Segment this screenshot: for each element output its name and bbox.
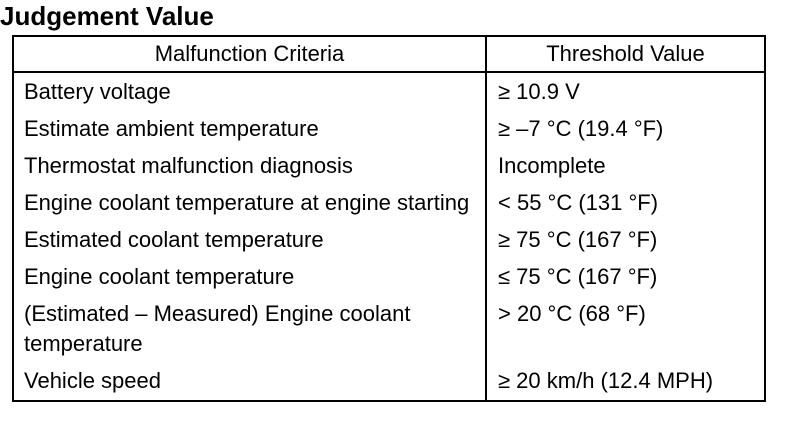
criteria-cell: Thermostat malfunction diagnosis (13, 149, 486, 186)
table-row (13, 149, 765, 186)
table-row (13, 260, 765, 297)
threshold-cell: ≥ 10.9 V (486, 72, 765, 112)
criteria-cell: (Estimated – Measured) Engine coolant temperature (13, 297, 486, 364)
table-row (13, 364, 765, 401)
criteria-cell: Vehicle speed (13, 364, 486, 401)
column-header-malfunction-criteria: Malfunction Criteria (13, 36, 486, 72)
table-row (13, 223, 765, 260)
criteria-cell: Engine coolant temperature (13, 260, 486, 297)
threshold-cell: ≤ 75 °C (167 °F) (486, 260, 765, 297)
threshold-cell: Incomplete (486, 149, 765, 186)
criteria-cell: Estimated coolant temperature (13, 223, 486, 260)
table-row (13, 186, 765, 223)
table-row (13, 297, 765, 364)
threshold-cell: ≥ 20 km/h (12.4 MPH) (486, 364, 765, 401)
page-title: Judgement Value (0, 1, 214, 31)
criteria-cell: Engine coolant temperature at engine starting (13, 186, 486, 223)
threshold-cell: ≥ 75 °C (167 °F) (486, 223, 765, 260)
table-row (13, 112, 765, 149)
judgement-value-table (12, 35, 766, 402)
threshold-cell: < 55 °C (131 °F) (486, 186, 765, 223)
threshold-cell: > 20 °C (68 °F) (486, 297, 765, 364)
table-row (13, 72, 765, 112)
criteria-cell: Battery voltage (13, 72, 486, 112)
threshold-cell: ≥ –7 °C (19.4 °F) (486, 112, 765, 149)
criteria-cell: Estimate ambient temperature (13, 112, 486, 149)
table-header-row (13, 36, 765, 72)
column-header-threshold-value: Threshold Value (486, 36, 765, 72)
